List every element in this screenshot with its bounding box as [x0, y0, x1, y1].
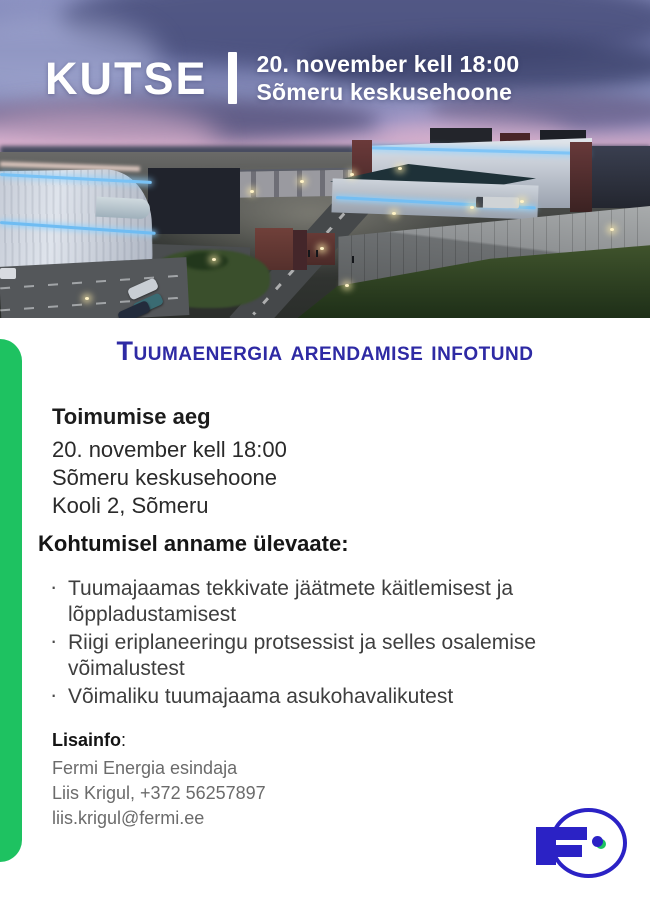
hero-headline — [45, 50, 519, 106]
contact-heading-text: Lisainfo — [52, 730, 122, 750]
list-item — [48, 630, 600, 682]
green-accent-bar — [0, 339, 22, 862]
street-light — [345, 284, 349, 287]
event-datetime: 20. november kell 18:00 — [52, 437, 287, 462]
list-item-text: Võimaliku tuumajaama asukohavalikutest — [68, 685, 454, 708]
street-light — [520, 200, 524, 203]
brick-tower — [570, 142, 592, 212]
fence — [590, 146, 650, 208]
van — [0, 268, 16, 279]
fermi-logo-f — [536, 827, 587, 840]
event-venue: Sõmeru keskusehoone — [52, 465, 278, 490]
street-light — [392, 212, 396, 215]
street-light — [212, 258, 216, 261]
street-light — [470, 206, 474, 209]
fermi-energia-logo — [530, 800, 630, 890]
overview-heading: Kohtumisel anname ülevaate: — [38, 531, 349, 556]
divider-bar — [228, 52, 237, 104]
list-item — [48, 684, 600, 710]
red-building-side — [293, 230, 307, 270]
list-item — [48, 576, 600, 628]
glass-band — [96, 197, 151, 220]
person — [308, 250, 310, 257]
building-dark-block — [148, 168, 240, 234]
truck — [476, 197, 519, 209]
street-light — [85, 297, 89, 300]
event-address: Kooli 2, Sõmeru — [52, 493, 209, 518]
hero-event-info — [257, 50, 520, 106]
street-light — [250, 190, 254, 193]
bush — [182, 252, 228, 270]
street-light — [320, 247, 324, 250]
rooftop-unit — [430, 128, 492, 143]
hero-event-datetime: 20. november kell 18:00 — [256, 51, 520, 77]
logo-circle — [550, 808, 627, 878]
street-light — [398, 167, 402, 170]
fermi-logo-f — [536, 845, 582, 857]
logo-blue-dot — [592, 836, 603, 847]
bullet-icon: · — [50, 628, 58, 653]
person — [316, 250, 318, 257]
hero-event-location: Sõmeru keskusehoone — [256, 79, 513, 105]
street-light — [300, 180, 304, 183]
event-heading: Toimumise aeg — [52, 404, 211, 429]
person — [352, 256, 354, 263]
bullet-icon: · — [50, 574, 58, 599]
list-item-text: Riigi eriplaneeringu protsessist ja selles osalemise võimalustest — [68, 631, 537, 680]
contact-info — [52, 730, 266, 831]
kutse-label: KUTSE — [45, 52, 208, 104]
bullet-icon: · — [50, 682, 58, 707]
contact-org: Fermi Energia esindaja — [52, 758, 238, 778]
event-details — [52, 404, 287, 520]
street-light — [350, 173, 354, 176]
hero-photo — [0, 0, 650, 318]
street-light — [610, 228, 614, 231]
contact-email: liis.krigul@fermi.ee — [52, 808, 205, 828]
list-item-text: Tuumajaamas tekkivate jäätmete käitlemisest ja lõppladustamisest — [68, 577, 514, 626]
overview-list — [48, 576, 600, 712]
contact-phone: Liis Krigul, +372 56257897 — [52, 783, 266, 803]
contact-heading-colon: : — [121, 730, 127, 750]
contact-heading — [52, 730, 266, 751]
page-title: Tuumaenergia arendamise infotund — [116, 336, 534, 366]
